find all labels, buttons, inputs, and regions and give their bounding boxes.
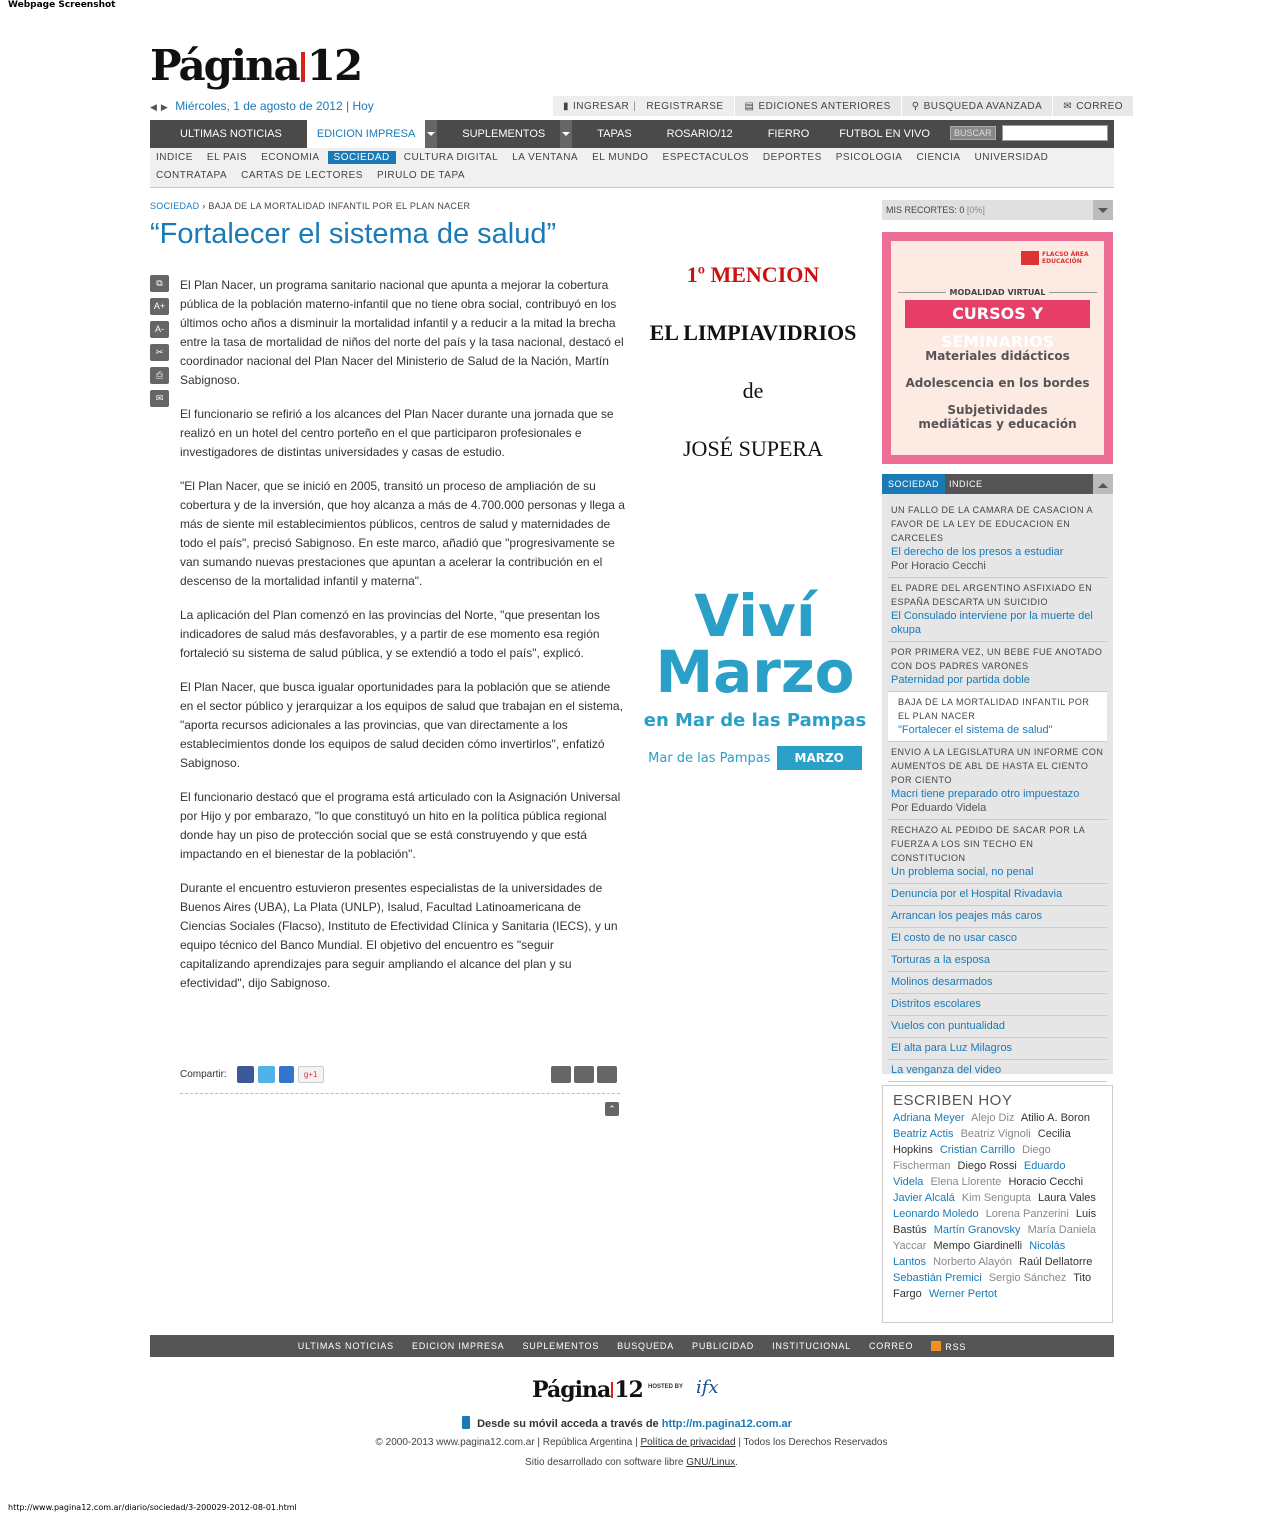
news-item[interactable] (888, 742, 1107, 820)
news-item[interactable] (888, 928, 1107, 950)
vivi-place: Mar de las Pampas (648, 750, 771, 766)
site-logo[interactable] (150, 41, 362, 90)
subnav-item-cultura-digital[interactable]: CULTURA DIGITAL (403, 151, 499, 163)
toplinks-sep: | (633, 100, 637, 112)
ifx-logo[interactable]: ifx (696, 1377, 719, 1398)
escriben-title: ESCRIBEN HOY (893, 1092, 1013, 1109)
author-link[interactable]: Martín Granovsky (933, 1224, 1021, 1236)
author-link[interactable]: Sergio Sánchez (988, 1272, 1067, 1284)
news-headline[interactable]: "Fortalecer el sistema de salud" (898, 724, 1053, 736)
search-button[interactable]: BUSCAR (950, 126, 996, 140)
footnav-publicidad[interactable]: PUBLICIDAD (692, 1341, 755, 1351)
author-link[interactable]: Luis Bastús (893, 1208, 1097, 1236)
author-link[interactable]: Lorena Panzerini (985, 1208, 1069, 1220)
mis-recortes[interactable] (882, 200, 1113, 220)
author-link[interactable]: Adriana Meyer (893, 1112, 965, 1124)
news-headline[interactable]: El derecho de los presos a estudiar (891, 546, 1064, 558)
news-byline: Por Horacio Cecchi (891, 560, 986, 572)
subnav-item-universidad[interactable]: UNIVERSIDAD (974, 151, 1049, 163)
author-link[interactable]: Sebastián Premici (893, 1272, 982, 1284)
footnav-correo[interactable]: CORREO (868, 1341, 914, 1351)
hosted-by: HOSTED BY (648, 1384, 684, 1390)
subnav-item-el-mundo[interactable]: EL MUNDO (592, 151, 649, 163)
scissors-icon[interactable] (551, 1066, 571, 1083)
author-link[interactable]: Beatriz Vignoli (960, 1128, 1031, 1140)
gnu-link[interactable]: GNU/Linux (686, 1457, 736, 1468)
ingresar-link[interactable]: ▮ INGRESAR (563, 100, 630, 112)
recortes-pct: [0%] (966, 205, 985, 215)
subnav-item-el-pais[interactable]: EL PAIS (206, 151, 248, 163)
logo-bar (301, 52, 305, 82)
movil-text: Desde su móvil acceda a través de (477, 1418, 659, 1430)
logo-left: Página (150, 41, 299, 90)
email-icon[interactable]: ✉ (150, 390, 169, 407)
footnav-ultimas[interactable]: ULTIMAS NOTICIAS (297, 1341, 394, 1351)
news-kicker: BAJA DE LA MORTALIDAD INFANTIL POR EL PLAN NACER (898, 697, 1090, 721)
article-paragraph: El Plan Nacer, un programa sanitario nacional que apunta a mejorar la cobertura pública de la población materno-infantil que no tiene obra social, contribuyó en los últimos ocho años a disminuir la mortalidad infantil y a reducir a la mitad la brecha entre la tasa de mortalidad de niños del norte del país y la tasa nacional, destacó el coordinador nacional del Plan Nacer del Ministerio de Salud de la Nación, Martín Sabignoso. (180, 278, 624, 387)
logo-right: 12 (306, 41, 362, 90)
print-icon[interactable]: ⎙ (150, 367, 169, 384)
mencion-line: de (742, 378, 764, 403)
article-paragraph: La aplicación del Plan comenzó en las provincias del Norte, "que presentan los indicadores de salud más desfavorables, y a partir de ese momento esa región fortaleció su sistema de salud pública, y se extendió a todo el país", explicó. (180, 608, 600, 660)
software-notice: Sitio desarrollado con software libre GNU/Linux. (525, 1457, 738, 1468)
mencion-line: EL LIMPIAVIDRIOS (649, 320, 857, 345)
search-icon: ⚲ (911, 100, 920, 112)
suplementos-dropdown-icon[interactable] (560, 120, 572, 148)
news-item[interactable] (888, 906, 1107, 928)
mencion-line: JOSÉ SUPERA (683, 436, 823, 461)
nav-tapas[interactable]: TAPAS (597, 128, 632, 140)
author-link[interactable]: Tito Fargo (893, 1272, 1092, 1300)
delicious-icon[interactable] (279, 1066, 294, 1083)
author-link[interactable]: Diego Rossi (957, 1160, 1017, 1172)
date-link[interactable]: Miércoles, 1 de agosto de 2012 (175, 99, 343, 113)
mobile-notice (462, 1416, 792, 1430)
author-link[interactable]: Raúl Dellatorre (1019, 1256, 1093, 1268)
section-news-box (882, 474, 1113, 1074)
section-subnav (150, 148, 1114, 188)
prev-day-icon[interactable]: ◀ (150, 102, 157, 112)
news-kicker: ENVIO A LA LEGISLATURA UN INFORME CON AUMENTOS DE ABL DE HASTA EL CIENTO POR CIENTO (891, 747, 1104, 785)
edicion-dropdown-icon[interactable] (425, 120, 437, 148)
vivi-sub: en Mar de las Pampas (643, 710, 867, 731)
mail-icon: ✉ (1063, 100, 1073, 112)
today-link[interactable]: Hoy (352, 99, 374, 113)
subnav-item-espectaculos[interactable]: ESPECTACULOS (662, 151, 749, 163)
author-link[interactable]: Nicolás Lantos (893, 1240, 1066, 1268)
news-headline[interactable]: Paternidad por partida doble (891, 674, 1030, 686)
author-link[interactable]: Norberto Alayón (933, 1256, 1012, 1268)
ediciones-link[interactable]: ▤ EDICIONES ANTERIORES (744, 100, 891, 112)
news-kicker: RECHAZO AL PEDIDO DE SACAR POR LA FUERZA A LOS SIN TECHO EN CONSTITUCION (891, 825, 1085, 863)
news-item[interactable] (888, 972, 1107, 994)
registrarse-link[interactable]: REGISTRARSE (646, 100, 724, 112)
busqueda-link[interactable]: ⚲ BUSQUEDA AVANZADA (911, 100, 1043, 112)
author-link[interactable]: Diego Fischerman (893, 1144, 1051, 1172)
nav-ultimas[interactable]: ULTIMAS NOTICIAS (180, 128, 282, 140)
next-day-icon[interactable]: ▶ (160, 102, 168, 112)
vivi-footer (640, 746, 870, 770)
subnav-item-cartas-de-lectores[interactable]: CARTAS DE LECTORES (241, 169, 363, 181)
scissors-icon[interactable]: ✂ (150, 344, 169, 361)
news-headline[interactable]: Vuelos con puntualidad (891, 1020, 1005, 1032)
subnav-item-economia[interactable]: ECONOMIA (261, 151, 320, 163)
news-item[interactable] (888, 578, 1107, 642)
author-link[interactable]: María Daniela Yaccar (893, 1224, 1097, 1252)
news-item[interactable] (888, 1038, 1107, 1060)
news-kicker: UN FALLO DE LA CAMARA DE CASACION A FAVOR DE LA LEY DE EDUCACION EN CARCELES (891, 505, 1093, 543)
vivi-badge: MARZO (777, 746, 862, 770)
screenshot-label: Webpage Screenshot (8, 0, 116, 10)
flacso-logo: FLACSO ÁREA EDUCACIÓN (1021, 251, 1092, 265)
subnav-item-indice[interactable]: INDICE (156, 151, 193, 163)
author-link[interactable]: Cristian Carrillo (939, 1144, 1015, 1156)
email-icon[interactable] (597, 1066, 617, 1083)
footer-nav (150, 1335, 1114, 1357)
news-headline[interactable]: La venganza del video (891, 1064, 1002, 1076)
rss-icon (931, 1341, 941, 1351)
news-item[interactable] (888, 994, 1107, 1016)
footnav-edicion[interactable]: EDICION IMPRESA (411, 1341, 505, 1351)
date-sep: | (345, 99, 350, 113)
copyright-a: © 2000-2013 www.pagina12.com.ar | República Argentina | (375, 1437, 638, 1448)
nav-edicion[interactable]: EDICION IMPRESA (307, 120, 425, 148)
author-link[interactable]: Kim Sengupta (961, 1192, 1031, 1204)
article-paragraph: El funcionario se refirió a los alcances del Plan Nacer durante una jornada que se realizó en un hotel del centro porteño en el que participaron profesionales e investigadores de distintas universidades y casas de estudio. (180, 407, 614, 459)
dateline (150, 99, 374, 113)
author-link[interactable]: Horacio Cecchi (1008, 1176, 1084, 1188)
section-tabs (882, 474, 1113, 494)
nav-futbol[interactable]: FUTBOL EN VIVO (839, 128, 930, 140)
subnav-item-contratapa[interactable]: CONTRATAPA (156, 169, 228, 181)
marzo-line: Marzo (655, 638, 855, 706)
share-tools (551, 1066, 617, 1083)
copyright (0, 1437, 1263, 1448)
tab-indice[interactable]: INDICE (949, 479, 983, 489)
mobile-site-link[interactable]: http://m.pagina12.com.ar (661, 1418, 792, 1430)
divider (180, 1093, 620, 1094)
share-bar (180, 1066, 324, 1083)
news-headline[interactable]: El costo de no usar casco (891, 932, 1017, 944)
article-paragraph: Durante el encuentro estuvieron presentes especialistas de la universidades de Buenos Aires (UBA), La Plata (UNLP), Isalud, Facultad Latinoamericana de Ciencias Sociales (Flacso), Instituto de Efectividad Clínica y Sanitaria (IECS), y un equipo técnico del Banco Mundial. El objetivo del encuentro es "seguir capitalizando aprendizajes para seguir ampliando el alcance del plan y su efectividad", dijo Sabignoso. (180, 881, 618, 990)
author-link[interactable]: Elena Llorente (930, 1176, 1002, 1188)
subnav-item-sociedad[interactable]: SOCIEDAD (328, 151, 396, 164)
news-headline[interactable]: Denuncia por el Hospital Rivadavia (891, 888, 1063, 900)
subnav-item-psicologia[interactable]: PSICOLOGIA (835, 151, 903, 163)
nav-suplementos[interactable]: SUPLEMENTOS (462, 128, 546, 140)
flacso-map-icon (1021, 251, 1039, 265)
author-link[interactable]: Eduardo Videla (893, 1160, 1066, 1188)
nav-fierro[interactable]: FIERRO (767, 128, 810, 140)
news-item[interactable] (888, 1060, 1107, 1082)
footnav-busqueda[interactable]: BUSQUEDA (617, 1341, 675, 1351)
mobile-phone-icon (462, 1416, 470, 1429)
news-item[interactable] (888, 820, 1107, 884)
article-title: “Fortalecer el sistema de salud” (150, 218, 557, 250)
chevron-up-icon[interactable] (1093, 474, 1113, 494)
nav-rosario[interactable]: ROSARIO/12 (666, 128, 733, 140)
vivi-marzo-ad[interactable] (640, 582, 870, 770)
ad-cursos: CURSOS Y SEMINARIOS (905, 300, 1090, 328)
breadcrumb (150, 201, 470, 211)
author-link[interactable]: Javier Alcalá (893, 1192, 955, 1204)
ad-line: Adolescencia en los bordes (905, 376, 1090, 390)
flacso-ad[interactable] (882, 232, 1113, 464)
tab-sociedad[interactable]: SOCIEDAD (882, 474, 945, 494)
footnav-suplementos[interactable]: SUPLEMENTOS (522, 1341, 600, 1351)
escriben-hoy (882, 1085, 1113, 1323)
lock-icon: ▮ (563, 100, 570, 112)
news-item[interactable] (888, 950, 1107, 972)
news-kicker: POR PRIMERA VEZ, UN BEBE FUE ANOTADO CON DOS PADRES VARONES (891, 647, 1103, 671)
breadcrumb-sep: › (202, 201, 206, 211)
ad-modalidad: MODALIDAD VIRTUAL (891, 288, 1104, 297)
correo-link[interactable]: ✉ CORREO (1063, 100, 1124, 112)
news-item[interactable] (888, 692, 1107, 742)
calendar-icon: ▤ (744, 100, 755, 112)
page-url: http://www.pagina12.com.ar/diario/sociedad/3-200029-2012-08-01.html (8, 1503, 297, 1512)
news-headline[interactable]: El Consulado interviene por la muerte del okupa (891, 610, 1093, 636)
footnav-institucional[interactable]: INSTITUCIONAL (772, 1341, 851, 1351)
article-paragraph: El Plan Nacer, que busca igualar oportunidades para la población que se atiende en el sector público y jerarquizar a los equipos de salud que trabajan en el sistema, "aporta recursos adicionales a las provincias, que van directamente a los establecimientos donde los equipos de salud deciden cómo invertirlos", enfatizó Sabignoso. (180, 680, 623, 770)
article-paragraph: El funcionario destacó que el programa está articulado con la Asignación Universal por Hijo y por embarazo, "lo que constituyó un hito en la política pública regional donde hay un piso de protección social que se está construyendo y que está impactando en el bienestar de la población". (180, 790, 621, 861)
mencion-ad[interactable] (632, 262, 874, 462)
subnav-item-la-ventana[interactable]: LA VENTANA (512, 151, 579, 163)
vivi-line: Viví (694, 582, 816, 650)
author-link[interactable]: Laura Vales (1038, 1192, 1096, 1204)
author-link[interactable]: Mempo Giardinelli (933, 1240, 1023, 1252)
author-link[interactable]: Leonardo Moledo (893, 1208, 979, 1220)
twitter-icon[interactable] (258, 1066, 275, 1083)
news-headline[interactable]: Macri tiene preparado otro impuestazo (891, 788, 1080, 800)
copyright-b: | Todos los Derechos Reservados (738, 1437, 888, 1448)
news-headline[interactable]: Torturas a la esposa (891, 954, 991, 966)
news-headline[interactable]: Molinos desarmados (891, 976, 993, 988)
author-link[interactable]: Alejo Diz (971, 1112, 1015, 1124)
article-body (180, 276, 625, 1008)
search-input[interactable] (1002, 125, 1108, 141)
share-label: Compartir: (180, 1069, 227, 1080)
mencion-line: 1º MENCION (686, 262, 820, 287)
news-headline[interactable]: El alta para Luz Milagros (891, 1042, 1013, 1054)
subnav-item-deportes[interactable]: DEPORTES (762, 151, 822, 163)
article-tools (150, 275, 170, 413)
sitio-text: Sitio desarrollado con software libre (525, 1457, 684, 1468)
news-item[interactable] (888, 500, 1107, 578)
news-item[interactable] (888, 642, 1107, 692)
news-item[interactable] (888, 1016, 1107, 1038)
news-headline[interactable]: Un problema social, no penal (891, 866, 1034, 878)
main-nav (150, 120, 1114, 148)
footer-logo[interactable]: Página 12 (532, 1377, 643, 1403)
news-byline: Por Eduardo Videla (891, 802, 987, 814)
breadcrumb-topic: BAJA DE LA MORTALIDAD INFANTIL POR EL PLAN NACER (208, 201, 471, 211)
chevron-down-icon[interactable] (1093, 200, 1113, 220)
subnav-item-pirulo-de-tapa[interactable]: PIRULO DE TAPA (376, 169, 466, 181)
google-plus-icon[interactable]: g+1 (298, 1066, 324, 1083)
author-link[interactable]: Cecilia Hopkins (893, 1128, 1071, 1156)
top-links (553, 96, 1124, 116)
news-item[interactable] (888, 884, 1107, 906)
facebook-icon[interactable] (237, 1066, 254, 1083)
font-increase-button[interactable]: A+ (150, 298, 169, 315)
author-link[interactable]: Atilio A. Boron (1020, 1112, 1090, 1124)
author-link[interactable]: Werner Pertot (928, 1288, 998, 1300)
author-link[interactable]: Beatriz Actis (893, 1128, 954, 1140)
article-paragraph: "El Plan Nacer, que se inició en 2005, transitó un proceso de ampliación de su cobertura y de la inversión, que hoy alcanza a más de 4.700.000 personas y llega a más de siente mil establecimientos públicos, centros de salud y maternidades de todo el país", precisó Sabignoso. En este marco, añadió que "progresivamente se van sumando nuevas prestaciones que apuntan a acelerar la contribución en el descenso de la mortalidad infantil y materna". (180, 479, 625, 588)
font-decrease-button[interactable]: A- (150, 321, 169, 338)
privacy-link[interactable]: Política de privacidad (640, 1437, 736, 1448)
recortes-label: MIS RECORTES: 0 (886, 205, 965, 215)
ad-line: Materiales didácticos (925, 349, 1070, 363)
news-kicker: EL PADRE DEL ARGENTINO ASFIXIADO EN ESPAÑA DESCARTA UN SUICIDIO (891, 583, 1093, 607)
news-headline[interactable]: Arrancan los peajes más caros (891, 910, 1043, 922)
back-to-top-icon[interactable]: ⌃ (605, 1102, 619, 1116)
footnav-rss[interactable]: RSS (922, 1341, 975, 1352)
subnav-item-ciencia[interactable]: CIENCIA (916, 151, 961, 163)
breadcrumb-section[interactable]: SOCIEDAD (150, 201, 200, 211)
news-headline[interactable]: Distritos escolares (891, 998, 981, 1010)
ad-line: Subjetividades mediáticas y educación (918, 403, 1077, 431)
popup-icon[interactable]: ⧉ (150, 275, 169, 292)
print-icon[interactable] (574, 1066, 594, 1083)
logo-bar (611, 1382, 613, 1398)
